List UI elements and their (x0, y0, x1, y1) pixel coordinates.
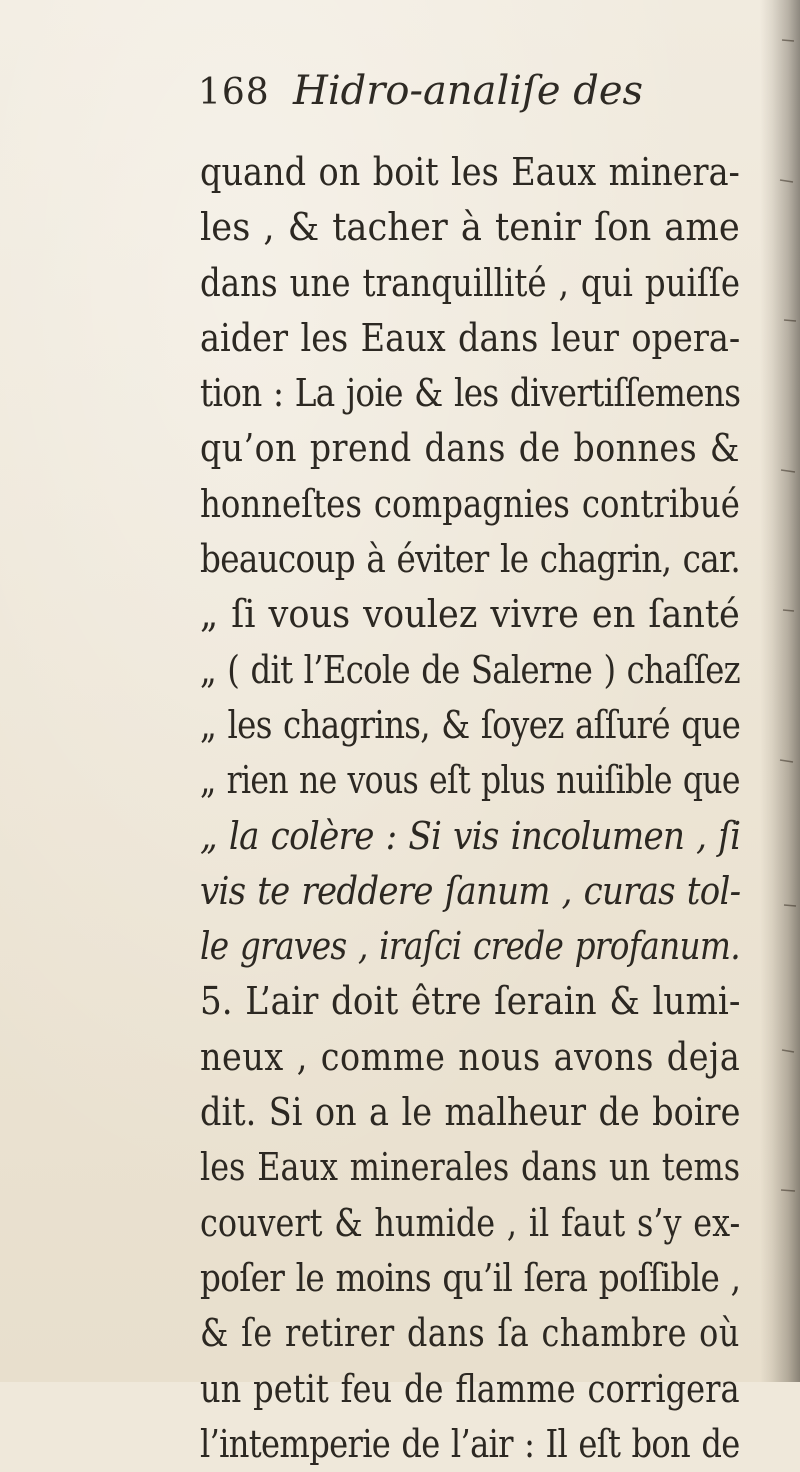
text-line: qu’on prend dans de bonnes & (200, 426, 740, 471)
text-line: „ les chagrins, & ſoyez aſſuré que (200, 702, 741, 747)
text-line: l’intemperie de l’air : Il eſt bon de (200, 1421, 740, 1466)
text-line: beaucoup à éviter le chagrin, car. (200, 537, 741, 582)
text-line: les Eaux minerales dans un tems (200, 1145, 741, 1190)
text-line: vis te reddere ſanum , curas tol- (200, 868, 741, 913)
page-header (198, 60, 718, 122)
text-line: „ rien ne vous eſt plus nuiſible que (200, 758, 740, 803)
text-line: neux , comme nous avons deja (200, 1034, 741, 1079)
text-line: un petit feu de flamme corrigera (200, 1366, 740, 1411)
text-line: poſer le moins qu’il ſera poſſible , (200, 1255, 741, 1300)
text-line: couvert & humide , il faut s’y ex- (200, 1200, 741, 1245)
text-line: „ ſi vous voulez vivre en ſanté (200, 592, 740, 637)
text-line: & ſe retirer dans ſa chambre où (200, 1311, 740, 1356)
text-line: le graves , iraſci crede profanum. (200, 924, 740, 969)
text-line: aider les Eaux dans leur opera- (200, 315, 741, 360)
text-line: les , & tacher à tenir ſon ame (200, 205, 740, 250)
text-line: dans une tranquillité , qui puiſſe (200, 260, 741, 305)
text-line: „ ( dit l’Ecole de Salerne ) chaſſez (200, 647, 740, 692)
body-text (200, 145, 740, 1472)
running-title: Hidro-analiſe des (293, 68, 644, 114)
page-number: 168 (198, 72, 270, 113)
text-line: dit. Si on a le malheur de boire (200, 1090, 741, 1135)
text-line: „ la colère : Si vis incolumen , ſi (200, 813, 741, 858)
text-line: honneſtes compagnies contribué (200, 481, 740, 526)
text-line: tion : La joie & les divertiſſemens (200, 371, 741, 416)
text-line: quand on boit les Eaux minera- (200, 150, 740, 194)
page-edge (760, 0, 800, 1382)
text-line: 5. L’air doit être ſerain & lumi- (200, 979, 741, 1024)
